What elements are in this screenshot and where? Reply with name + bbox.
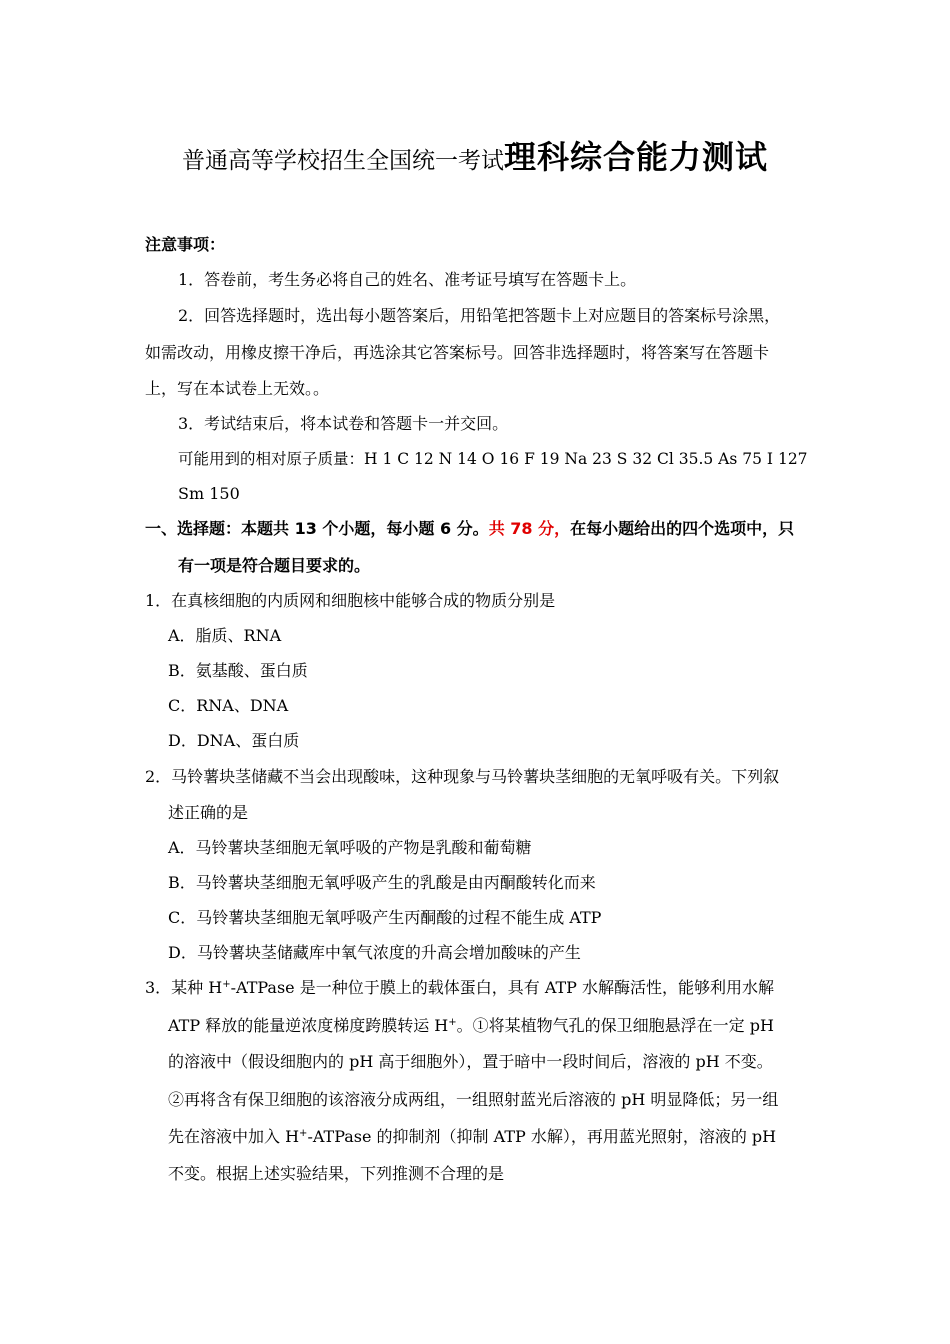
superscript-plus: + bbox=[222, 979, 231, 990]
question-1-stem: 1．在真核细胞的内质网和细胞核中能够合成的物质分别是 bbox=[145, 591, 556, 610]
notice-heading: 注意事项： bbox=[145, 235, 226, 254]
notice-item-3: 3．考试结束后，将本试卷和答题卡一并交回。 bbox=[178, 414, 509, 433]
question-3-line-5 bbox=[168, 1127, 776, 1147]
question-2-stem-line-2: 述正确的是 bbox=[168, 803, 249, 822]
exam-title-subject: 理科综合能力测试 bbox=[503, 138, 768, 176]
question-3-line-6: 不变。根据上述实验结果，下列推测不合理的是 bbox=[168, 1164, 505, 1183]
superscript-plus: + bbox=[448, 1017, 457, 1028]
question-3-line-5-b: -ATPase 的抑制剂（抑制 ATP 水解），再用蓝光照射，溶液的 pH bbox=[307, 1127, 777, 1146]
question-3-line-2 bbox=[168, 1016, 774, 1036]
question-1-option-c: C．RNA、DNA bbox=[168, 696, 289, 715]
question-2-stem-line-1: 2．马铃薯块茎储藏不当会出现酸味，这种现象与马铃薯块茎细胞的无氧呼吸有关。下列叙 bbox=[145, 767, 780, 786]
question-1-option-b: B．氨基酸、蛋白质 bbox=[168, 661, 308, 680]
question-3-line-2-b: 。①将某植物气孔的保卫细胞悬浮在一定 pH bbox=[456, 1016, 774, 1035]
question-3-line-5-a: 先在溶液中加入 H bbox=[168, 1127, 300, 1146]
section-1-heading-part-b: 在每小题给出的四个选项中，只 bbox=[570, 519, 795, 538]
exam-title bbox=[0, 132, 950, 178]
question-2-option-d: D．马铃薯块茎储藏库中氧气浓度的升高会增加酸味的产生 bbox=[168, 943, 581, 962]
question-1-option-a: A．脂质、RNA bbox=[168, 626, 282, 645]
atomic-mass-line-1: 可能用到的相对原子质量：H 1 C 12 N 14 O 16 F 19 Na 23 S 32 Cl 35.5 As 75 I 127 bbox=[178, 450, 808, 468]
question-2-option-b: B．马铃薯块茎细胞无氧呼吸产生的乳酸是由丙酮酸转化而来 bbox=[168, 873, 596, 892]
question-2-option-c: C．马铃薯块茎细胞无氧呼吸产生丙酮酸的过程不能生成 ATP bbox=[168, 908, 602, 927]
notice-item-1: 1．答卷前，考生务必将自己的姓名、准考证号填写在答题卡上。 bbox=[178, 270, 637, 289]
question-3-line-4: ②再将含有保卫细胞的该溶液分成两组，一组照射蓝光后溶液的 pH 明显降低；另一组 bbox=[168, 1090, 779, 1109]
question-3-line-1-a: 3．某种 H bbox=[145, 978, 223, 997]
question-2-option-a: A．马铃薯块茎细胞无氧呼吸的产物是乳酸和葡萄糖 bbox=[168, 838, 532, 857]
notice-item-2-line-1: 2．回答选择题时，选出每小题答案后，用铅笔把答题卡上对应题目的答案标号涂黑， bbox=[178, 306, 781, 325]
superscript-plus: + bbox=[299, 1128, 308, 1139]
notice-item-2-line-2: 如需改动，用橡皮擦干净后，再选涂其它答案标号。回答非选择题时，将答案写在答题卡 bbox=[145, 343, 770, 362]
atomic-mass-line-2: Sm 150 bbox=[178, 484, 240, 503]
question-3-line-1 bbox=[145, 978, 774, 998]
section-1-heading-part-a: 一、选择题：本题共 13 个小题，每小题 6 分。 bbox=[145, 519, 489, 538]
section-1-heading-line-2: 有一项是符合题目要求的。 bbox=[178, 556, 371, 575]
exam-title-main: 普通高等学校招生全国统一考试 bbox=[181, 148, 504, 174]
question-1-option-d: D．DNA、蛋白质 bbox=[168, 731, 300, 750]
question-3-line-1-b: -ATPase 是一种位于膜上的载体蛋白，具有 ATP 水解酶活性，能够利用水解 bbox=[230, 978, 775, 997]
question-3-line-2-a: ATP 释放的能量逆浓度梯度跨膜转运 H bbox=[168, 1016, 449, 1035]
question-3-line-3: 的溶液中（假设细胞内的 pH 高于细胞外），置于暗中一段时间后，溶液的 pH 不变。 bbox=[168, 1052, 773, 1071]
section-1-total-score: 共 78 分， bbox=[488, 519, 571, 538]
section-1-heading bbox=[145, 519, 794, 539]
notice-item-2-line-3: 上，写在本试卷上无效。。 bbox=[145, 379, 330, 398]
